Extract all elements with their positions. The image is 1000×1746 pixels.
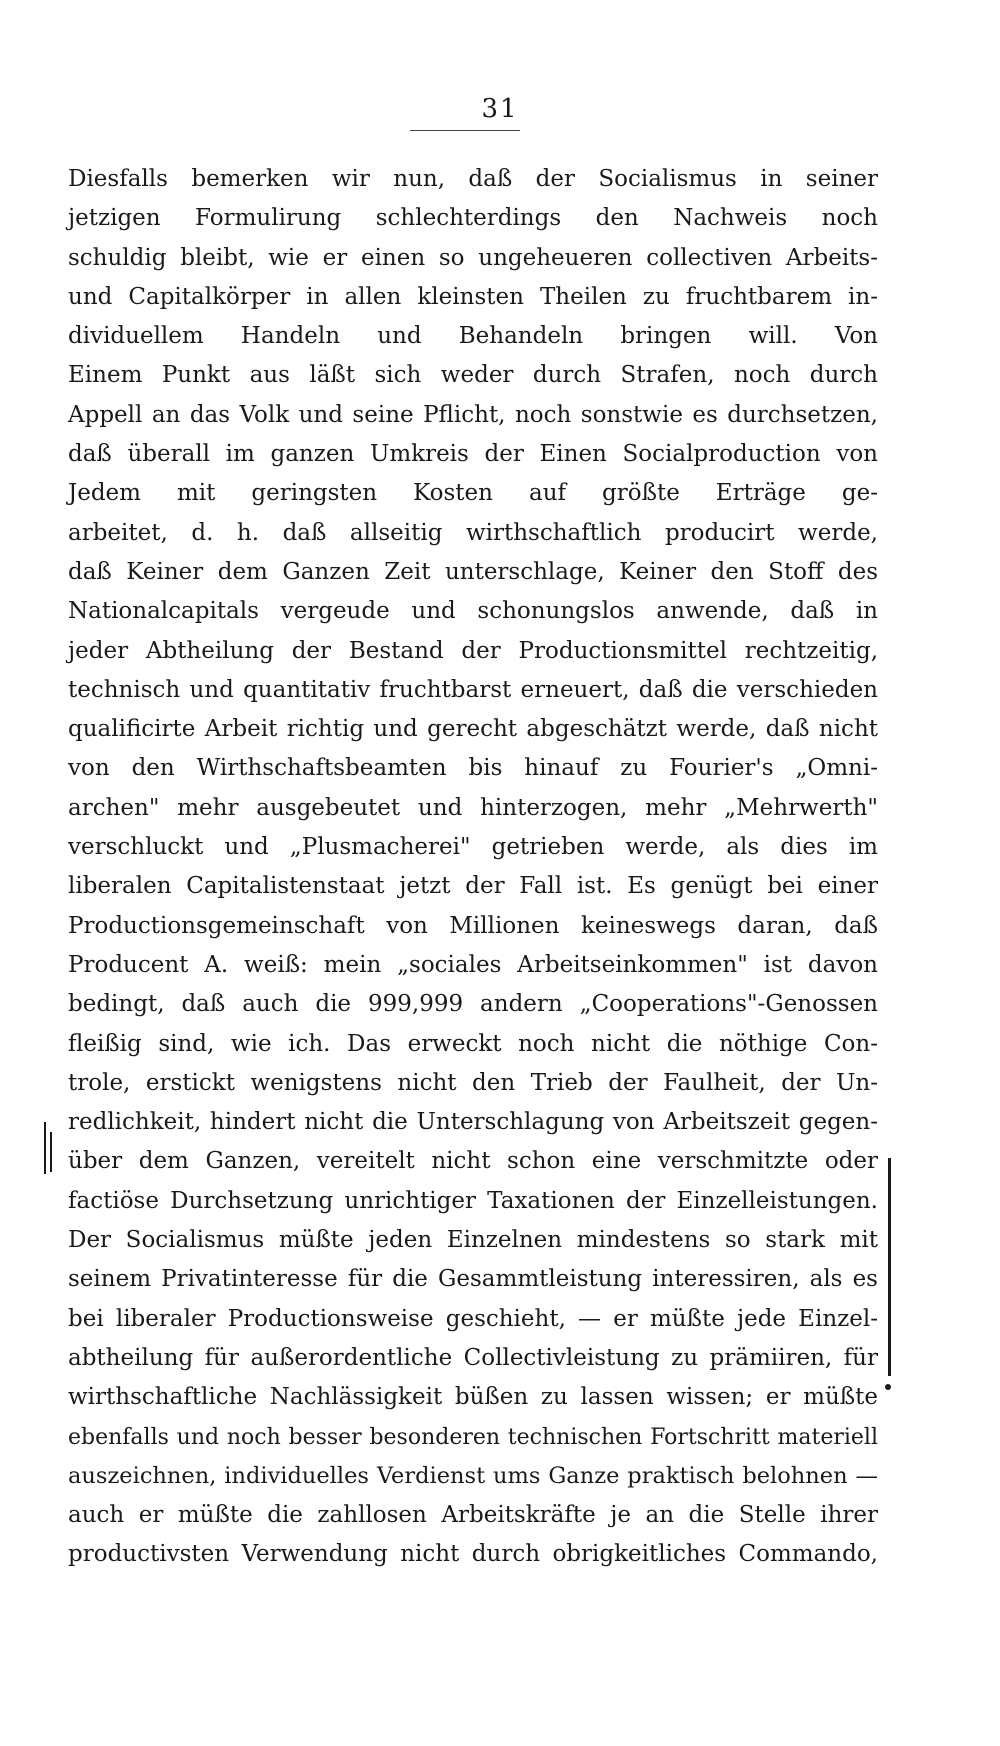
text-line: von den Wirthschaftsbeamten bis hinauf zu Fourier's „Omni- — [68, 755, 878, 782]
text-line: auch er müßte die zahllosen Arbeitskräfte je an die Stelle ihrer — [68, 1502, 878, 1529]
text-line: Producent A. weiß: mein „sociales Arbeitseinkommen" ist davon — [68, 951, 878, 978]
text-line: Productionsgemeinschaft von Millionen keineswegs daran, daß — [68, 912, 878, 939]
text-line: und Capitalkörper in allen kleinsten Theilen zu fruchtbarem in- — [68, 283, 878, 310]
header-rule — [410, 130, 520, 131]
text-line: abtheilung für außerordentliche Collectivleistung zu prämiiren, für — [68, 1344, 878, 1371]
text-line: jeder Abtheilung der Bestand der Productionsmittel rechtzeitig, — [68, 637, 878, 664]
margin-mark-right — [888, 1158, 891, 1376]
text-line: wirthschaftliche Nachlässigkeit büßen zu lassen wissen; er müßte — [68, 1384, 878, 1411]
text-line: schuldig bleibt, wie er einen so ungeheueren collectiven Arbeits- — [68, 244, 878, 271]
text-line: archen" mehr ausgebeutet und hinterzogen, mehr „Mehrwerth" — [68, 794, 878, 821]
text-line: Appell an das Volk und seine Pflicht, noch sonstwie es durchsetzen, — [68, 401, 878, 428]
text-line: Der Socialismus müßte jeden Einzelnen mindestens so stark mit — [68, 1227, 878, 1254]
text-line: liberalen Capitalistenstaat jetzt der Fall ist. Es genügt bei einer — [68, 873, 878, 900]
body-text — [68, 160, 878, 1575]
margin-mark-left — [44, 1122, 46, 1174]
text-line: fleißig sind, wie ich. Das erweckt noch nicht die nöthige Con- — [68, 1030, 878, 1057]
text-line: Jedem mit geringsten Kosten auf größte Erträge ge- — [68, 480, 878, 507]
text-line: ebenfalls und noch besser besonderen technischen Fortschritt materiell — [68, 1424, 878, 1450]
text-line: daß überall im ganzen Umkreis der Einen Socialproduction von — [68, 441, 878, 468]
margin-mark-left — [50, 1132, 52, 1172]
text-line: redlichkeit, hindert nicht die Unterschlagung von Arbeitszeit gegen- — [68, 1109, 878, 1136]
text-line: trole, erstickt wenigstens nicht den Trieb der Faulheit, der Un- — [68, 1069, 878, 1096]
text-line: Einem Punkt aus läßt sich weder durch Strafen, noch durch — [68, 362, 878, 389]
text-line: seinem Privatinteresse für die Gesammtleistung interessiren, als es — [68, 1266, 878, 1293]
text-line: productivsten Verwendung nicht durch obrigkeitliches Commando, — [68, 1541, 878, 1568]
text-line: auszeichnen, individuelles Verdienst ums Ganze praktisch belohnen — — [68, 1462, 878, 1489]
text-line: jetzigen Formulirung schlechterdings den Nachweis noch — [68, 205, 878, 232]
page-number: 31 — [481, 94, 519, 124]
text-line: dividuellem Handeln und Behandeln bringen will. Von — [68, 323, 878, 350]
text-line: technisch und quantitativ fruchtbarst erneuert, daß die verschieden — [68, 676, 878, 703]
text-line: factiöse Durchsetzung unrichtiger Taxationen der Einzelleistungen. — [68, 1187, 878, 1214]
text-line: über dem Ganzen, vereitelt nicht schon eine verschmitzte oder — [68, 1148, 878, 1175]
text-line: Nationalcapitals vergeude und schonungslos anwende, daß in — [68, 598, 878, 625]
text-line: arbeitet, d. h. daß allseitig wirthschaftlich producirt werde, — [68, 519, 878, 546]
text-line: verschluckt und „Plusmacherei" getrieben werde, als dies im — [68, 834, 878, 861]
text-line: bei liberaler Productionsweise geschieht, — er müßte jede Einzel- — [68, 1305, 878, 1332]
margin-mark-dot — [885, 1384, 891, 1390]
text-line: bedingt, daß auch die 999,999 andern „Cooperations"-Genossen — [68, 991, 878, 1018]
text-line: qualificirte Arbeit richtig und gerecht abgeschätzt werde, daß nicht — [68, 716, 878, 743]
text-line: daß Keiner dem Ganzen Zeit unterschlage, Keiner den Stoff des — [68, 558, 878, 585]
text-line: Diesfalls bemerken wir nun, daß der Socialismus in seiner — [68, 166, 878, 192]
